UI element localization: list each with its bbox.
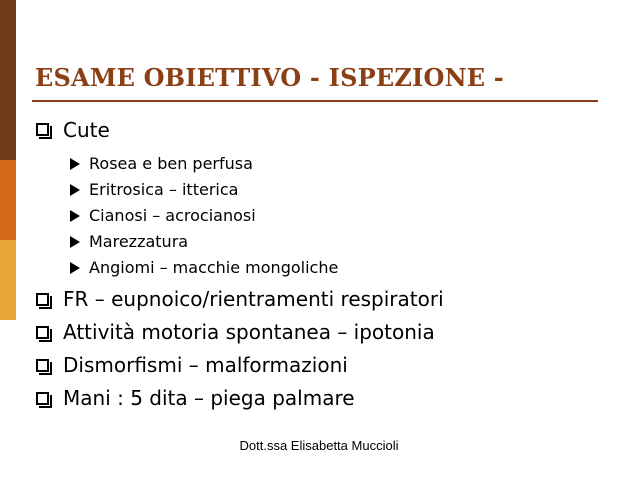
bullet-text: Dismorfismi – malformazioni [63,353,348,377]
slide-title: ESAME OBIETTIVO - ISPEZIONE - [35,63,504,92]
triangle-bullet-icon [70,236,80,248]
sub-bullet-text: Rosea e ben perfusa [89,154,253,173]
sub-bullet-text: Marezzatura [89,232,189,251]
bullet-text: FR – eupnoico/rientramenti respiratori [63,287,444,311]
bullet-text: Cute [63,118,110,142]
sidebar-accent-light [0,240,16,320]
sub-bullet [36,203,626,229]
sub-bullet-text: Angiomi – macchie mongoliche [89,258,339,277]
sub-bullet [36,229,626,255]
bullet-text: Attività motoria spontanea – ipotonia [63,320,435,344]
square-bullet-icon [36,293,49,306]
sidebar-accent-mid [0,160,16,240]
sub-bullet [36,255,626,281]
sub-bullet [36,177,626,203]
sub-bullet-text: Eritrosica – itterica [89,180,239,199]
sub-bullet [36,151,626,177]
bullet-dismorfismi [36,349,626,382]
bullet-fr [36,283,626,316]
square-bullet-icon [36,326,49,339]
bullet-mani [36,382,626,415]
title-divider [32,100,598,102]
square-bullet-icon [36,123,49,136]
slide-footer: Dott.ssa Elisabetta Muccioli [239,438,399,453]
sub-bullet-text: Cianosi – acrocianosi [89,206,256,225]
bullet-cute [36,116,626,150]
triangle-bullet-icon [70,184,80,196]
triangle-bullet-icon [70,262,80,274]
triangle-bullet-icon [70,158,80,170]
bullet-attivita-motoria [36,316,626,349]
triangle-bullet-icon [70,210,80,222]
square-bullet-icon [36,359,49,372]
square-bullet-icon [36,392,49,405]
sidebar-accent-dark [0,0,16,160]
bullet-list [36,116,626,415]
bullet-text: Mani : 5 dita – piega palmare [63,386,355,410]
